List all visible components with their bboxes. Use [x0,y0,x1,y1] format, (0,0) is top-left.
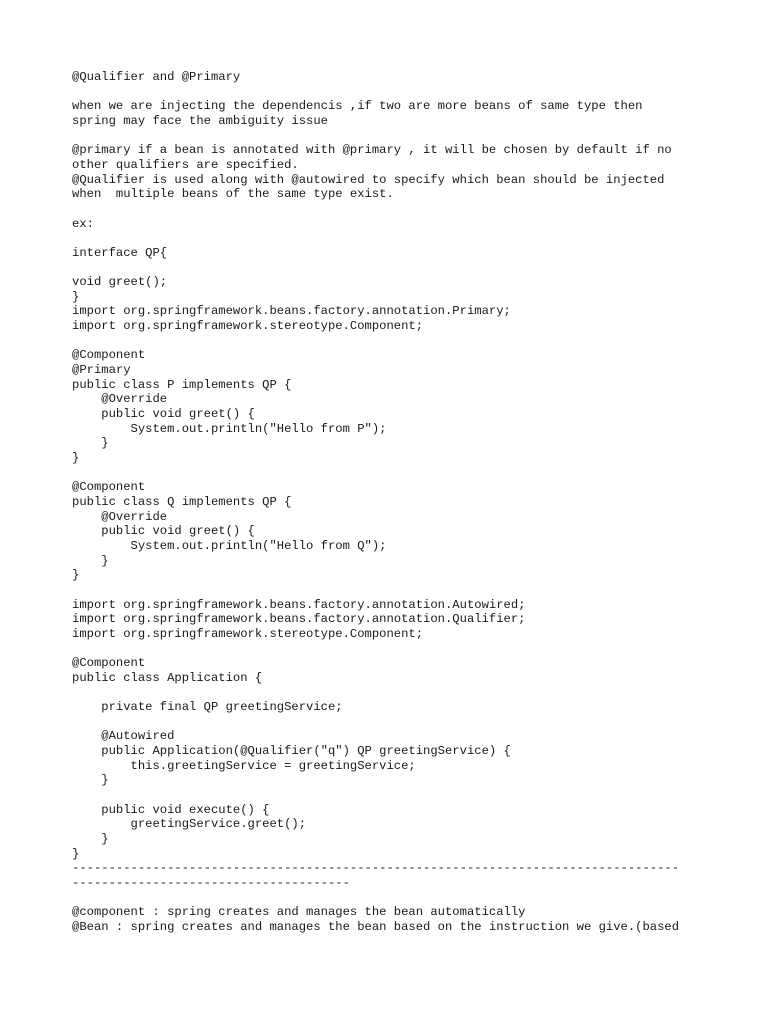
document-line [72,85,732,100]
document-line [72,891,732,906]
document-line: void greet(); [72,275,168,290]
document-line: } [72,450,80,465]
document-line: @primary if a bean is annotated with @primary , it will be chosen by default if no [72,143,672,158]
document-line [72,260,732,275]
document-line: @component : spring creates and manages the bean automatically [72,905,526,920]
document-line: @Component [72,480,146,495]
document-line: @Qualifier and @Primary [72,70,241,84]
document-line: @Qualifier is used along with @autowired to specify which bean should be injected [72,172,665,187]
document-line: } [72,846,80,861]
document-line: public void greet() { [72,524,255,539]
document-line [72,129,732,144]
document-line: public class Q implements QP { [72,494,292,509]
document-line: import org.springframework.stereotype.Component; [72,626,424,641]
document-line: } [72,773,109,788]
document-line: } [72,289,80,304]
document-line [72,685,732,700]
document-line: @Override [72,509,168,524]
document-line: } [72,553,109,568]
document-line: this.greetingService = greetingService; [72,758,416,773]
document-line [72,334,732,349]
document-line: other qualifiers are specified. [72,157,299,172]
document-line [72,641,732,656]
document-line: public void greet() { [72,407,255,421]
document-line: ex: [72,216,94,231]
document-line: import org.springframework.stereotype.Component; [72,319,424,334]
document-line: @Component [72,656,146,671]
document-line: } [72,831,109,846]
document-line: import org.springframework.beans.factory.annotation.Qualifier; [72,612,526,627]
document-line [72,466,732,481]
document-line: import org.springframework.beans.factory.annotation.Primary; [72,304,511,319]
document-line: when we are injecting the dependencis ,if two are more beans of same type then [72,99,643,114]
document-line: interface QP{ [72,245,168,260]
document-line: public class P implements QP { [72,377,292,392]
document-line [72,788,732,803]
document-line: @Component [72,348,146,363]
document-line: greetingService.greet(); [72,817,307,832]
document-line: System.out.println("Hello from P"); [72,421,387,436]
document-line [72,202,732,217]
document-line: @Primary [72,363,131,378]
document-line: spring may face the ambiguity issue [72,113,328,128]
document-line: ----------------------------------------------------------------------------------- [72,861,680,876]
document-line: import org.springframework.beans.factory.annotation.Autowired; [72,597,526,612]
document-line: -------------------------------------- [72,875,350,890]
document-line [72,231,732,246]
document-line: } [72,568,80,583]
document-line: @Bean : spring creates and manages the bean based on the instruction we give.(based [72,919,680,934]
document-line: @Autowired [72,729,175,744]
document-line: public void execute() { [72,802,270,817]
document-line: public Application(@Qualifier("q") QP greetingService) { [72,744,511,759]
document-line: @Override [72,392,168,407]
document-line: when multiple beans of the same type exist. [72,187,394,202]
document-line: public class Application { [72,670,263,685]
document-line: } [72,436,109,451]
document-line [72,715,732,730]
document-line: private final QP greetingService; [72,700,343,715]
document-line [72,583,732,598]
document-line: System.out.println("Hello from Q"); [72,538,387,553]
document-page [72,70,732,935]
